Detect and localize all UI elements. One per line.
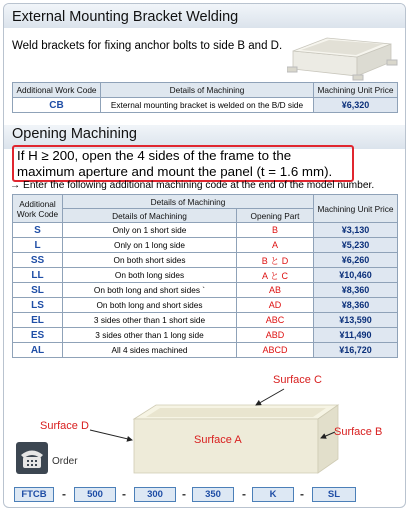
order-label: Order bbox=[52, 456, 78, 467]
unit-price: ¥11,490 bbox=[314, 328, 398, 343]
surface-d-label: Surface D bbox=[40, 420, 89, 432]
unit-price: ¥8,360 bbox=[314, 283, 398, 298]
order-separator: - bbox=[182, 487, 186, 501]
work-code: LS bbox=[13, 298, 63, 313]
opening-part: ABCD bbox=[237, 343, 314, 358]
opening-part: AD bbox=[237, 298, 314, 313]
machining-details: All 4 sides machined bbox=[63, 343, 237, 358]
col-header-price: Machining Unit Price bbox=[314, 83, 398, 98]
order-separator: - bbox=[122, 487, 126, 501]
order-code-a: 500 bbox=[74, 487, 116, 502]
unit-price: ¥16,720 bbox=[314, 343, 398, 358]
order-code-color: K bbox=[252, 487, 294, 502]
machining-details: Only on 1 long side bbox=[63, 238, 237, 253]
col-header-code: Additional Work Code bbox=[13, 195, 63, 223]
col-header-group: Details of Machining bbox=[63, 195, 314, 209]
work-code: AL bbox=[13, 343, 63, 358]
order-code-b: 300 bbox=[134, 487, 176, 502]
work-code: ES bbox=[13, 328, 63, 343]
col-header-part: Opening Part bbox=[237, 209, 314, 223]
section-title-opening: Opening Machining bbox=[12, 126, 137, 142]
unit-price: ¥10,460 bbox=[314, 268, 398, 283]
machining-details: Only on 1 short side bbox=[63, 223, 237, 238]
machining-details: 3 sides other than 1 short side bbox=[63, 313, 237, 328]
machining-details: On both long and short sides ` bbox=[63, 283, 237, 298]
work-code: SS bbox=[13, 253, 63, 268]
surface-b-label: Surface B bbox=[334, 426, 383, 438]
opening-part: A と C bbox=[237, 268, 314, 283]
order-code-h: 350 bbox=[192, 487, 234, 502]
machining-details: On both long sides bbox=[63, 268, 237, 283]
product-panel bbox=[3, 3, 406, 508]
order-separator: - bbox=[242, 487, 246, 501]
opening-part: AB bbox=[237, 283, 314, 298]
machining-details: On both short sides bbox=[63, 253, 237, 268]
col-header-details: Details of Machining bbox=[101, 83, 314, 98]
unit-price: ¥13,590 bbox=[314, 313, 398, 328]
work-code: EL bbox=[13, 313, 63, 328]
surface-c-label: Surface C bbox=[273, 374, 322, 386]
unit-price: ¥8,360 bbox=[314, 298, 398, 313]
phone-icon bbox=[16, 442, 48, 474]
work-code: SL bbox=[13, 283, 63, 298]
opening-part: B と D bbox=[237, 253, 314, 268]
section-title-bracket: External Mounting Bracket Welding bbox=[12, 9, 239, 25]
opening-part: B bbox=[237, 223, 314, 238]
unit-price: ¥3,130 bbox=[314, 223, 398, 238]
col-header-code: Additional Work Code bbox=[13, 83, 101, 98]
order-code-option: SL bbox=[312, 487, 356, 502]
machining-details: External mounting bracket is welded on the B/D side bbox=[101, 98, 314, 113]
opening-part: A bbox=[237, 238, 314, 253]
bracket-description: Weld brackets for fixing anchor bolts to side B and D. bbox=[12, 40, 283, 52]
order-separator: - bbox=[300, 487, 304, 501]
work-code: S bbox=[13, 223, 63, 238]
unit-price: ¥5,230 bbox=[314, 238, 398, 253]
machining-details: 3 sides other than 1 long side bbox=[63, 328, 237, 343]
order-code-series: FTCB bbox=[14, 487, 54, 502]
work-code: L bbox=[13, 238, 63, 253]
condition-callout: If H ≥ 200, open the 4 sides of the frame to the maximum aperture and mount the panel (t = 1.6 mm). bbox=[12, 145, 354, 182]
order-separator: - bbox=[62, 487, 66, 501]
col-header-details: Details of Machining bbox=[63, 209, 237, 223]
instruction-note: → Enter the following additional machining code at the end of the model number. bbox=[10, 180, 375, 191]
work-code: LL bbox=[13, 268, 63, 283]
opening-part: ABD bbox=[237, 328, 314, 343]
work-code: CB bbox=[13, 98, 101, 113]
opening-part: ABC bbox=[237, 313, 314, 328]
col-header-price: Machining Unit Price bbox=[314, 195, 398, 223]
surface-a-label: Surface A bbox=[194, 434, 242, 446]
unit-price: ¥6,260 bbox=[314, 253, 398, 268]
unit-price: ¥6,320 bbox=[314, 98, 398, 113]
machining-details: On both long and short sides bbox=[63, 298, 237, 313]
